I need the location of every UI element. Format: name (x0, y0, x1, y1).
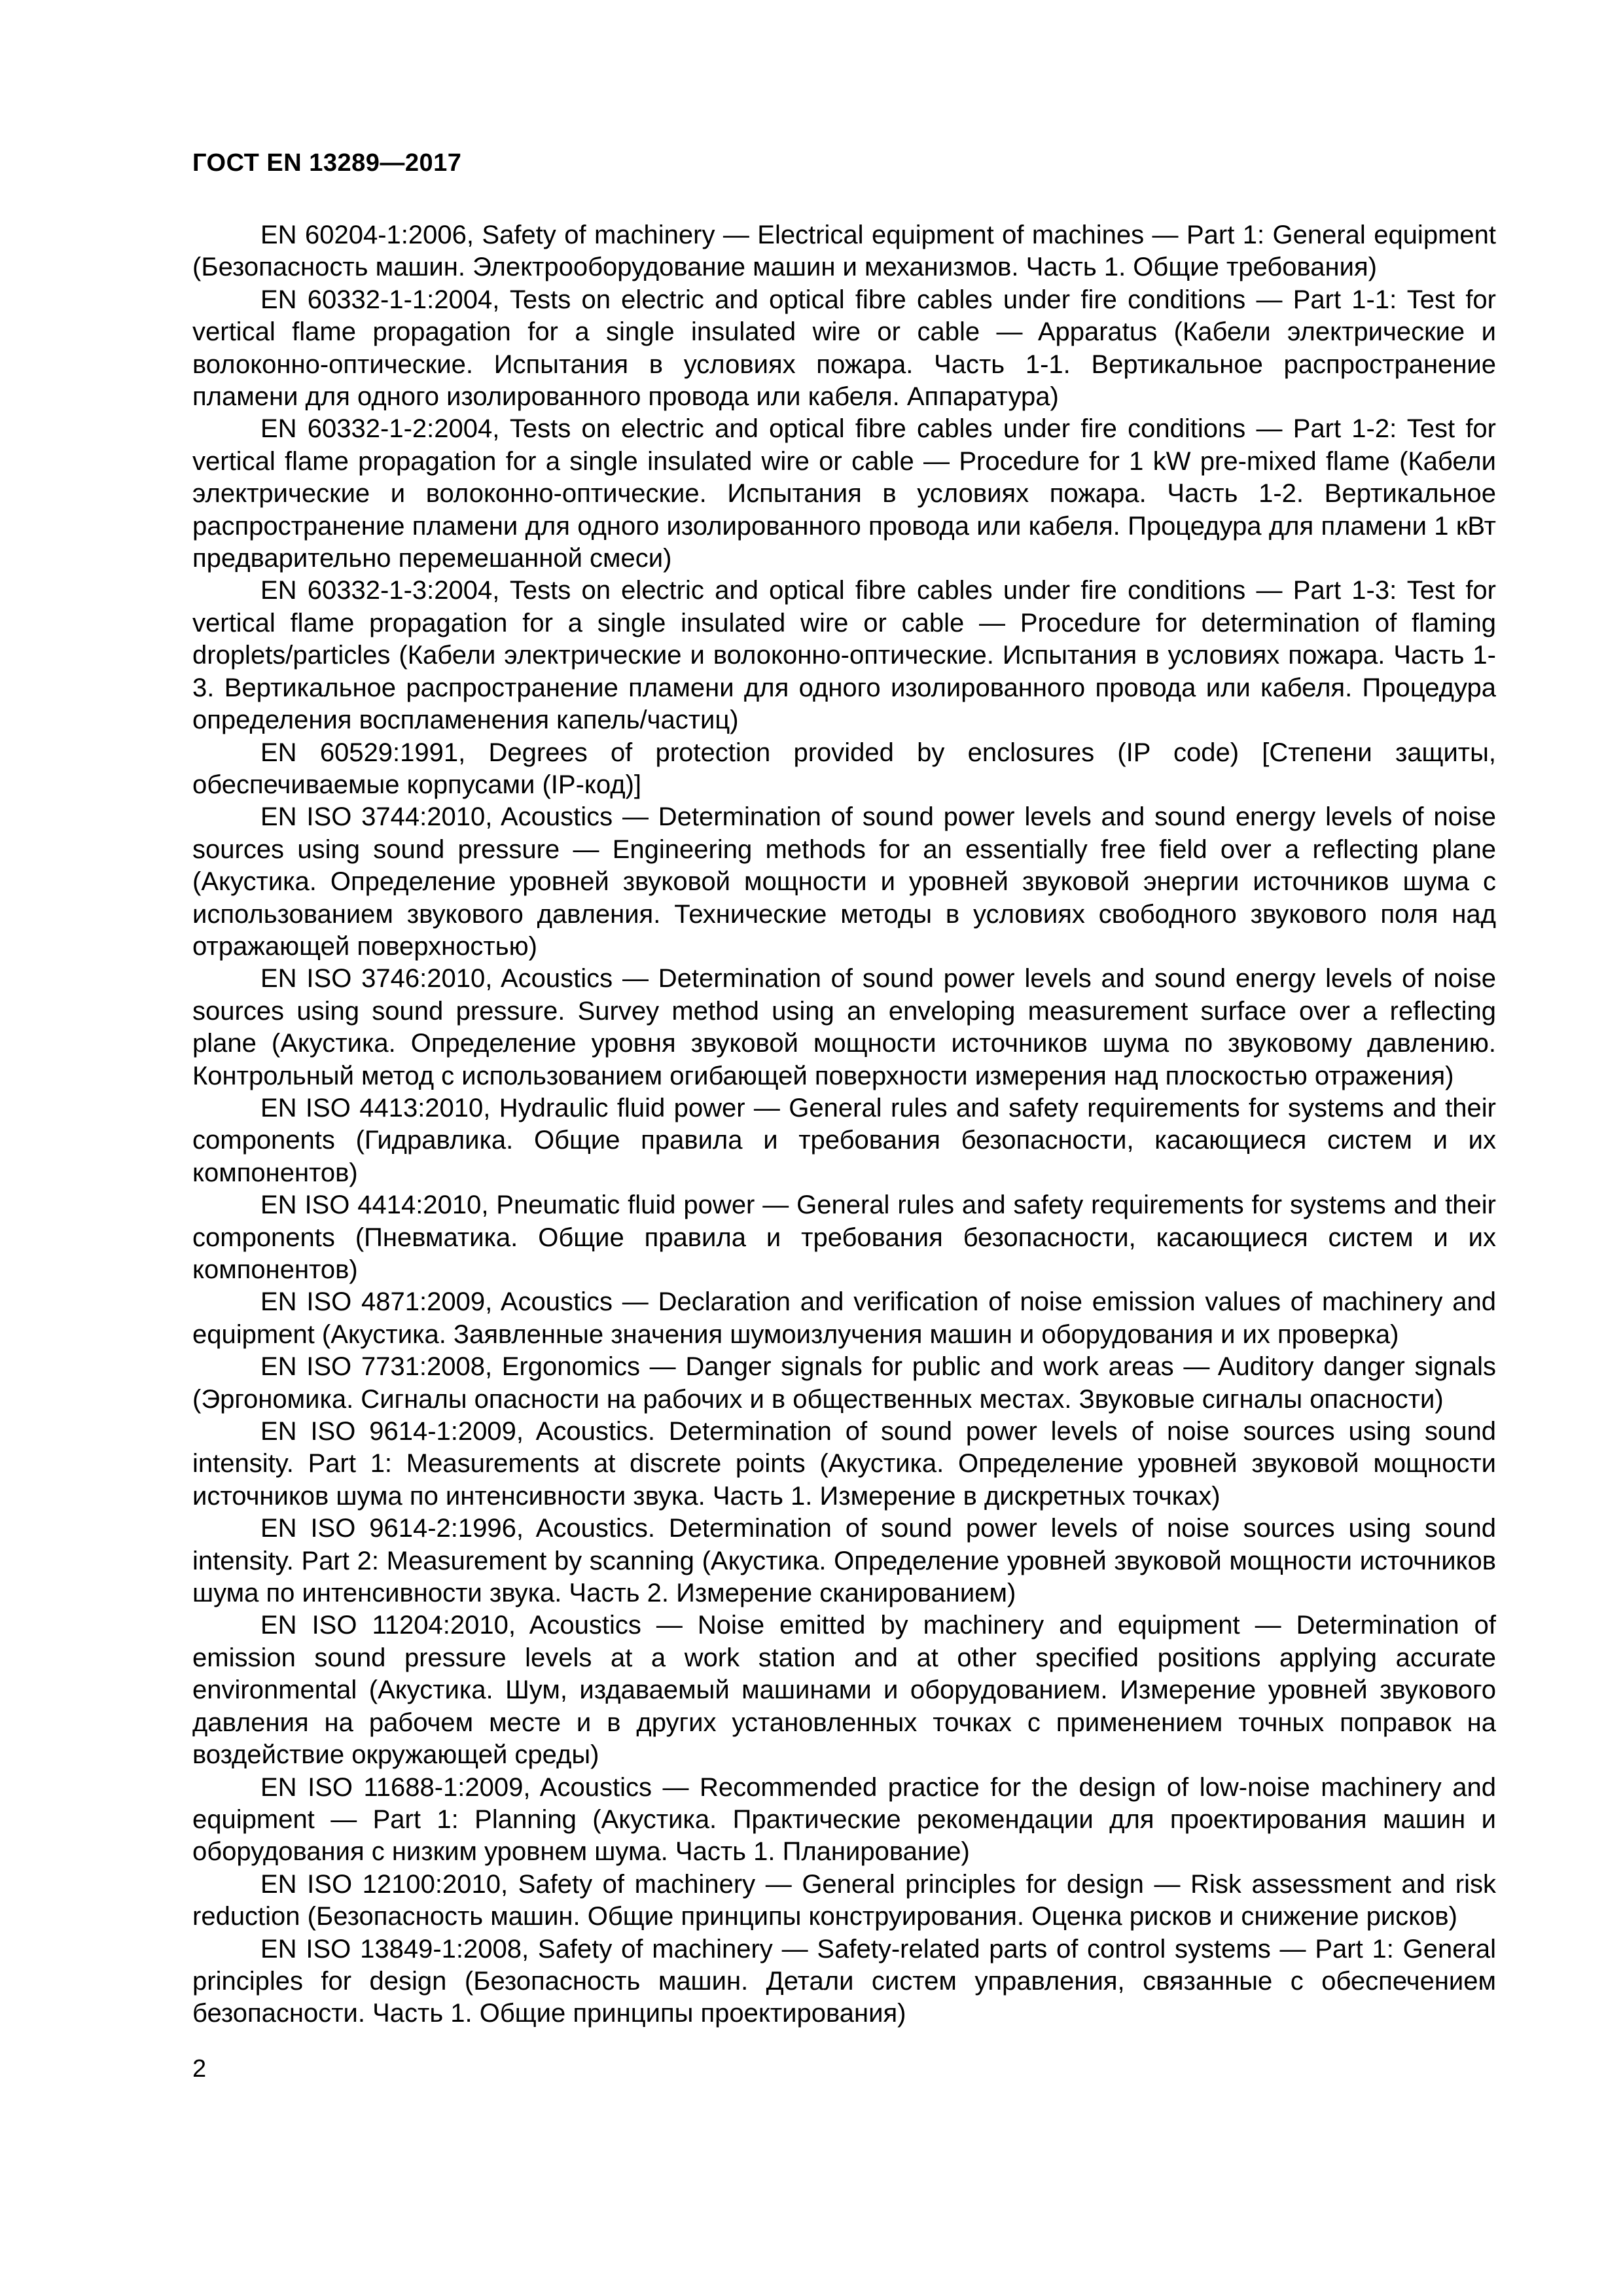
reference-paragraph: EN 60332-1-3:2004, Tests on electric and optical fibre cables under fire conditions — Part 1-3: Test for vertical flame propagation for a single insulated wire or cable — Procedure for determination of flaming droplets/particles (Кабели электрические и волоконно-оптические. Испытания в условиях пожара. Часть 1-3. Вертикальное распространение пламени для одного изолированного провода или кабеля. Процедура определения воспламенения капель/частиц) (192, 576, 1496, 735)
reference-paragraph: EN ISO 4871:2009, Acoustics — Declaration and verification of noise emission values of machinery and equipment (Акустика. Заявленные значения шумоизлучения машин и оборудования и их проверка) (192, 1287, 1496, 1349)
reference-paragraph: EN ISO 11688-1:2009, Acoustics — Recommended practice for the design of low-noise machinery and equipment — Part 1: Planning (Акустика. Практические рекомендации для проектирования машин и оборудования с низким уровнем шума. Часть 1. Планирование) (192, 1772, 1496, 1867)
reference-paragraph: EN 60529:1991, Degrees of protection provided by enclosures (IP code) [Степени защиты, обеспечиваемые корпусами (IP-код)] (192, 738, 1496, 799)
reference-paragraph: EN ISO 11204:2010, Acoustics — Noise emitted by machinery and equipment — Determination of emission sound pressure levels at a work station and at other specified positions applying accurate environmental (Акустика. Шум, издаваемый машинами и оборудованием. Измерение уровней звукового давления на рабочем месте и в других установленных точках с применением точных поправок на воздействие окружающей среды) (192, 1611, 1496, 1770)
reference-paragraph: EN ISO 4414:2010, Pneumatic fluid power — General rules and safety requirements for systems and their components (Пневматика. Общие правила и требования безопасности, касающиеся систем и их компонентов) (192, 1191, 1496, 1284)
reference-paragraph: EN ISO 13849-1:2008, Safety of machinery — Safety-related parts of control systems — Part 1: General principles for design (Безопасность машин. Детали систем управления, связанные с обеспечением безопасности. Часть 1. Общие принципы проектирования) (192, 1934, 1496, 2028)
normative-references (192, 219, 1496, 2030)
reference-paragraph: EN ISO 7731:2008, Ergonomics — Danger signals for public and work areas — Auditory danger signals (Эргономика. Сигналы опасности на рабочих и в общественных местах. Звуковые сигналы опасности) (192, 1352, 1496, 1414)
reference-paragraph: EN ISO 12100:2010, Safety of machinery — General principles for design — Risk assessment and risk reduction (Безопасность машин. Общие принципы конструирования. Оценка рисков и снижение рисков) (192, 1869, 1496, 1931)
reference-paragraph: EN 60332-1-1:2004, Tests on electric and optical fibre cables under fire conditions — Part 1-1: Test for vertical flame propagation for a single insulated wire or cable — Apparatus (Кабели электрические и волоконно-оптические. Испытания в условиях пожара. Часть 1-1. Вертикальное распространение пламени для одного изолированного провода или кабеля. Аппаратура) (192, 285, 1496, 412)
reference-paragraph: EN ISO 3744:2010, Acoustics — Determination of sound power levels and sound energy levels of noise sources using sound pressure — Engineering methods for an essentially free field over a reflecting plane (Акустика. Определение уровней звуковой мощности и уровней звуковой энергии источников шума с использованием звукового давления. Технические методы в условиях свободного звукового поля над отражающей поверхностью) (192, 802, 1496, 961)
reference-paragraph: EN ISO 4413:2010, Hydraulic fluid power — General rules and safety requirements for systems and their components (Гидравлика. Общие правила и требования безопасности, касающиеся систем и их компонентов) (192, 1093, 1496, 1187)
reference-paragraph: EN ISO 9614-2:1996, Acoustics. Determination of sound power levels of noise sources using sound intensity. Part 2: Measurement by scanning (Акустика. Определение уровней звуковой мощности источников шума по интенсивности звука. Часть 2. Измерение сканированием) (192, 1514, 1496, 1608)
reference-paragraph: EN 60204-1:2006, Safety of machinery — Electrical equipment of machines — Part 1: General equipment (Безопасность машин. Электрооборудование машин и механизмов. Часть 1. Общие требования) (192, 221, 1496, 282)
document-header: ГОСТ EN 13289—2017 (192, 149, 462, 177)
reference-paragraph: EN ISO 3746:2010, Acoustics — Determination of sound power levels and sound energy levels of noise sources using sound pressure. Survey method using an enveloping measurement surface over a reflecting plane (Акустика. Определение уровня звуковой мощности источников шума по звуковому давлению. Контрольный метод с использованием огибающей поверхности измерения над плоскостью отражения) (192, 964, 1496, 1090)
page-number: 2 (192, 2055, 207, 2083)
reference-paragraph: EN 60332-1-2:2004, Tests on electric and optical fibre cables under fire conditions — Part 1-2: Test for vertical flame propagation for a single insulated wire or cable — Procedure for 1 kW pre-mixed flame (Кабели электрические и волоконно-оптические. Испытания в условиях пожара. Часть 1-2. Вертикальное распространение пламени для одного изолированного провода или кабеля. Процедура для пламени 1 кВт предварительно перемешанной смеси) (192, 414, 1496, 573)
reference-paragraph: EN ISO 9614-1:2009, Acoustics. Determination of sound power levels of noise sources using sound intensity. Part 1: Measurements at discrete points (Акустика. Определение уровней звуковой мощности источников шума по интенсивности звука. Часть 1. Измерение в дискретных точках) (192, 1417, 1496, 1511)
